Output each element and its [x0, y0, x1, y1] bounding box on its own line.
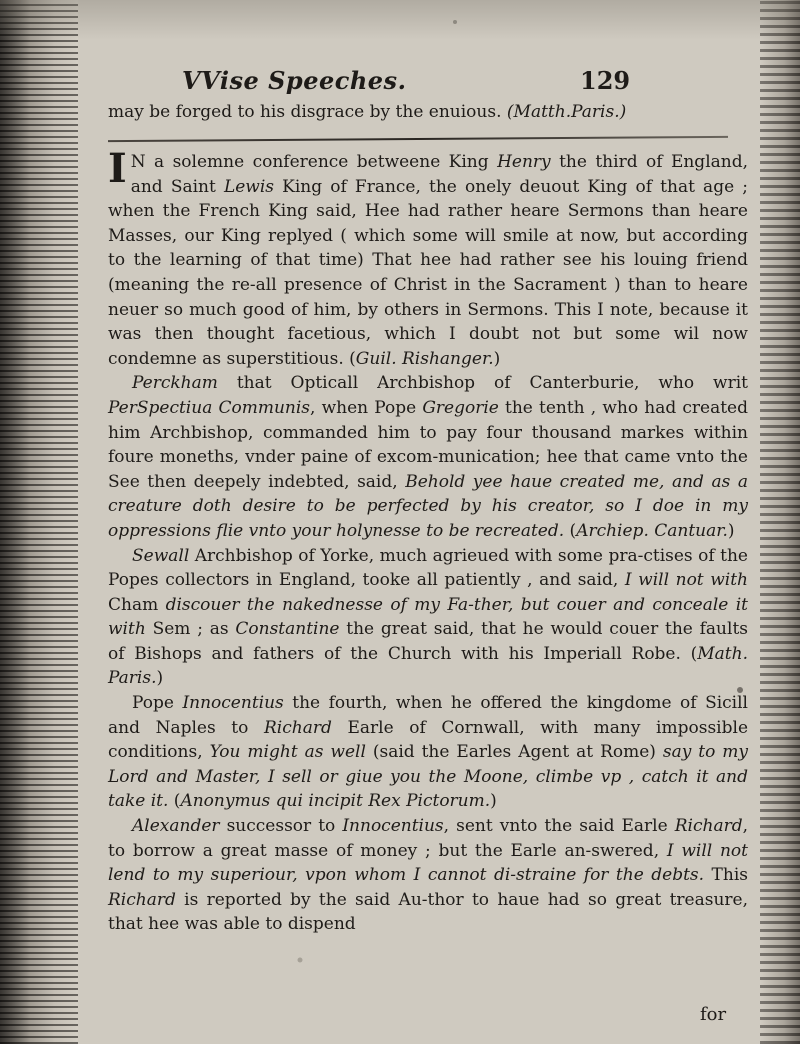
italic-text: Perckham — [132, 373, 218, 394]
text-run: ) — [490, 791, 497, 812]
text-run: the third of England, and Saint — [130, 152, 749, 197]
running-title: VVise Speeches. — [182, 66, 407, 95]
text-run: that Opticall Archbishop of Canterburie, who writ — [217, 373, 748, 394]
header-rule — [108, 136, 728, 142]
text-run: Pope — [132, 693, 183, 714]
italic-text: Henry — [497, 152, 551, 172]
text-run: Cham — [108, 594, 166, 615]
italic-text: discouer the nakednesse of my Fa-ther, but couer and conceale it with — [108, 594, 748, 640]
page-fore-edge — [760, 0, 800, 1044]
italic-text: PerSpectiua Communis — [108, 397, 311, 418]
continued-line-text: may be forged to his disgrace by the enuious. — [108, 102, 502, 122]
paragraph — [108, 371, 748, 543]
body-text — [108, 145, 749, 937]
drop-cap: I — [108, 145, 127, 192]
text-run: N a solemne conference betweene King — [130, 152, 498, 172]
text-run: This — [704, 865, 748, 886]
italic-text: Archiep. Cantuar. — [576, 520, 728, 541]
text-run: ) — [493, 348, 501, 369]
italic-text: Constantine — [235, 619, 340, 640]
text-run: the great said, that he would couer the faults of Bishops and fathers of the Church with his Imperiall Robe. ( — [108, 619, 748, 664]
text-run: , to borrow a great masse of money ; but the Earle an-swered, — [108, 816, 748, 861]
text-run: , sent vnto the said Earle — [443, 816, 675, 837]
paragraph — [108, 691, 748, 814]
italic-text: Behold yee haue created me, and as a creature doth desire to be perfected by his creator, so I doe in my oppressions flie vnto your holynesse to be recreated. — [108, 471, 748, 541]
text-run: , when Pope — [310, 397, 423, 418]
paragraph — [108, 544, 748, 692]
italic-text: Anonymus qui incipit Rex Pictorum. — [180, 791, 491, 812]
text-run: ) — [156, 668, 164, 689]
italic-text: Alexander — [132, 816, 220, 837]
catchword: for — [700, 1004, 727, 1025]
italic-text: Gregorie — [422, 397, 499, 418]
paragraph — [108, 145, 749, 371]
italic-text: Math. Paris. — [108, 643, 748, 689]
text-run: (said the Earles Agent at Rome) — [365, 742, 663, 763]
text-run: the fourth, when he offered the kingdome of Sicill and Naples to — [108, 693, 748, 738]
facing-page-edge — [0, 0, 78, 1044]
italic-text: I will not with — [624, 570, 748, 591]
page-top-shadow — [0, 0, 800, 40]
italic-text: Innocentius — [182, 693, 284, 714]
text-run: ( — [168, 791, 181, 812]
text-run: is reported by the said Au-thor to haue had so great treasure, that hee was able to dispend — [108, 889, 748, 935]
text-run: Sem ; as — [145, 619, 236, 640]
continued-line — [108, 100, 768, 124]
text-run: the tenth , who had created him Archbishop, commanded him to pay four thousand markes within foure moneths, vnder paine of excom-munication; hee that came vnto the See then deepely indebted, said, — [108, 397, 748, 492]
text-run: King of France, the onely deuout King of that age ; when the French King said, Hee had rather heare Sermons than heare Masses, our King replyed ( which some will smile at now, but according to the learning of that time) That hee had rather see his louing friend (meaning the re-all presence of Christ in the Sacrament ) than to heare neuer so much good of him, by others in Sermons. This I note, because it was then thought facetious, which I doubt not but some wil now condemne as superstitious. ( — [108, 176, 748, 369]
text-run: ) — [727, 520, 735, 541]
italic-text: Lewis — [223, 176, 275, 197]
italic-text: Innocentius — [342, 816, 444, 837]
text-run: Earle of Cornwall, with many impossible conditions, — [108, 717, 748, 763]
italic-text: Sewall — [132, 545, 190, 566]
page-number: 129 — [580, 66, 631, 95]
italic-text: I will not lend to my superiour, vpon whom I cannot di-straine for the debts. — [108, 840, 748, 886]
paragraph — [108, 814, 748, 937]
italic-text: You might as well — [209, 742, 366, 763]
text-run: ( — [564, 520, 577, 541]
italic-text: Richard — [108, 889, 176, 910]
italic-text: Richard — [674, 816, 743, 837]
page-header — [160, 58, 780, 98]
text-run: successor to — [219, 816, 343, 837]
italic-text: Richard — [263, 717, 332, 738]
italic-text: say to my Lord and Master, I sell or giue you the Moone, climbe vp , catch it and take it. — [108, 742, 749, 812]
italic-text: Guil. Rishanger. — [355, 348, 494, 369]
continued-line-citation: (Matth.Paris.) — [506, 102, 627, 122]
text-run: Archbishop of Yorke, much agrieued with some pra-ctises of the Popes collectors in England, tooke all patiently , and said, — [108, 545, 748, 591]
